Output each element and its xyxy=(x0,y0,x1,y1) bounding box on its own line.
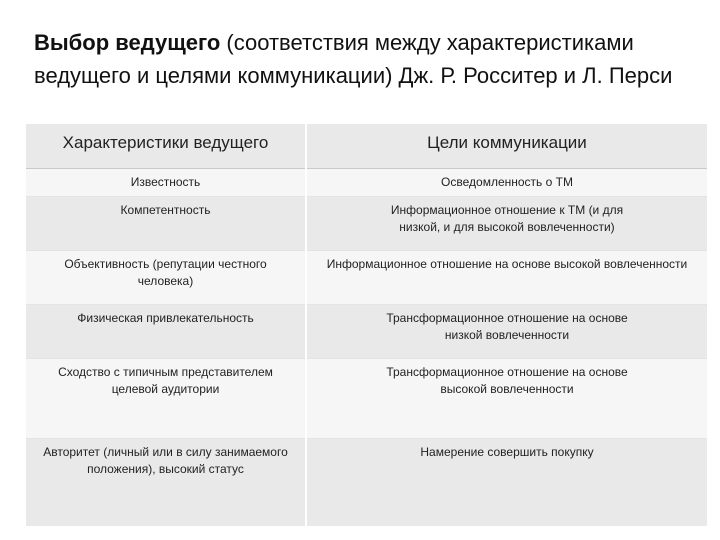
row-1-characteristic: Известность xyxy=(26,168,306,196)
table-row xyxy=(26,250,707,304)
row-5-characteristic: Сходство с типичным представителем целевой аудитории xyxy=(26,358,306,438)
row-2-goal: Информационное отношение к ТМ (и для низкой, и для высокой вовлеченности) xyxy=(306,196,707,250)
row-3-goal: Информационное отношение на основе высокой вовлеченности xyxy=(306,250,707,304)
row-6-characteristic: Авторитет (личный или в силу занимаемого положения), высокий статус xyxy=(26,438,306,526)
row-5-goal: Трансформационное отношение на основе высокой вовлеченности xyxy=(306,358,707,438)
header-presenter-characteristics: Характеристики ведущего xyxy=(26,124,306,168)
table-row xyxy=(26,196,707,250)
row-3-characteristic: Объективность (репутации честного человека) xyxy=(26,250,306,304)
table-header-row xyxy=(26,124,707,168)
row-1-goal: Осведомленность о ТМ xyxy=(306,168,707,196)
row-4-characteristic: Физическая привлекательность xyxy=(26,304,306,358)
row-6-goal: Намерение совершить покупку xyxy=(306,438,707,526)
table-row xyxy=(26,438,707,526)
table-row xyxy=(26,168,707,196)
table-row xyxy=(26,304,707,358)
slide-title-rest: (соответствия между характеристиками ведущего и целями коммуникации) Дж. Р. Росситер и Л. Перси xyxy=(34,30,673,88)
header-communication-goals: Цели коммуникации xyxy=(306,124,707,168)
slide-title-bold: Выбор ведущего xyxy=(34,30,221,55)
slide-title xyxy=(34,26,704,92)
table-row xyxy=(26,358,707,438)
matching-table xyxy=(26,124,707,526)
row-2-characteristic: Компетентность xyxy=(26,196,306,250)
row-4-goal: Трансформационное отношение на основе низкой вовлеченности xyxy=(306,304,707,358)
